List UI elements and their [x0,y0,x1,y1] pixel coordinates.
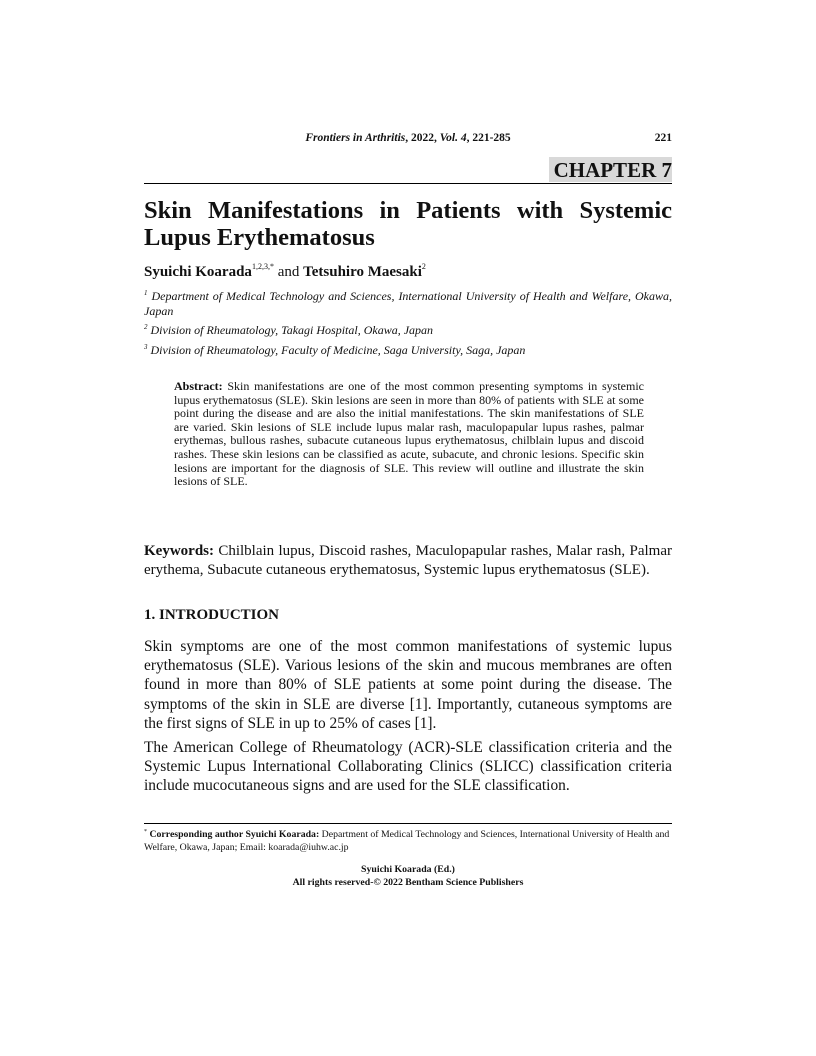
affiliation-text: Division of Rheumatology, Takagi Hospital, Okawa, Japan [150,323,434,337]
affiliation-text: Division of Rheumatology, Faculty of Medicine, Saga University, Saga, Japan [150,343,526,357]
affiliation [144,340,672,358]
journal-pages: , 221-285 [466,132,511,144]
author-affiliation-marker: 2 [421,262,426,271]
author-line [144,262,672,281]
author-conjunction: and [273,264,304,280]
author-affiliation-marker: 1,2,3,* [251,262,274,271]
author-name: Tetsuhiro Maesaki [303,264,422,280]
abstract-label: Abstract: [174,379,223,393]
section-heading: 1. INTRODUCTION [144,607,280,623]
footer-editor: Syuichi Koarada (Ed.) [361,864,455,875]
article-title: Skin Manifestations in Patients with Systemic Lupus Erythematosus [144,197,672,251]
chapter-label: CHAPTER 7 [549,157,672,182]
affiliation [144,286,672,319]
body-paragraph: Skin symptoms are one of the most common manifestations of systemic lupus erythematosus (SLE). Various lesions of the skin and mucous membranes are often found in more than 80% of SLE patients at some point during the disease. The symptoms of the skin in SLE are diverse [1]. Importantly, cutaneous symptoms are the first signs of SLE in up to 25% of cases [1]. [144,638,672,732]
footnote [144,826,672,854]
affiliation-number: 1 [144,289,148,297]
affiliation-number: 3 [144,343,148,351]
footnote-marker: * [144,829,147,835]
body-paragraph: The American College of Rheumatology (ACR)-SLE classification criteria and the Systemic Lupus International Collaborating Clinics (SLICC) classification criteria include mucocutaneous signs and are used for the SLE classification. [144,739,672,795]
running-header [144,132,672,144]
journal-year: , 2022, [405,132,440,144]
journal-volume: Vol. 4 [439,132,467,144]
keywords [144,542,672,580]
footnote-rule [144,823,672,824]
abstract [174,380,644,489]
footnote-label: Corresponding author Syuichi Koarada: [149,829,320,840]
footer-rights: All rights reserved-© 2022 Bentham Science Publishers [292,877,524,888]
page-number: 221 [654,132,672,144]
journal-name: Frontiers in Arthritis [305,132,406,144]
affiliation-number: 2 [144,323,148,331]
keywords-label: Keywords: [144,543,214,559]
abstract-text: Skin manifestations are one of the most common presenting symptoms in systemic lupus erythematosus (SLE). Skin lesions are seen in more than 80% of patients with SLE at some point during the disease and are also the initial manifestations. The skin manifestations of SLE are varied. Skin lesions of SLE include lupus malar rash, maculopapular lupus rashes, palmar erythemas, bullous rashes, subacute cutaneous lupus erythematosus, chilblain lupus and discoid rashes. These skin lesions can be classified as acute, subacute, and chronic lesions. Specific skin lesions are important for the diagnosis of SLE. This review will outline and illustrate the skin lesions of SLE. [174,379,644,489]
keywords-text: Chilblain lupus, Discoid rashes, Maculopapular rashes, Malar rash, Palmar erythema, Subacute cutaneous erythematosus, Systemic lupus erythematosus (SLE). [144,543,672,578]
affiliation-text: Department of Medical Technology and Sciences, International University of Health and Welfare, Okawa, Japan [144,289,672,318]
chapter-rule [144,183,672,184]
footnote-text: Department of Medical Technology and Sciences, International University of Health and Welfare, Okawa, Japan; Email: koarada@iuhw.ac.jp [144,829,670,853]
affiliation [144,320,672,338]
author-name: Syuichi Koarada [144,264,252,280]
